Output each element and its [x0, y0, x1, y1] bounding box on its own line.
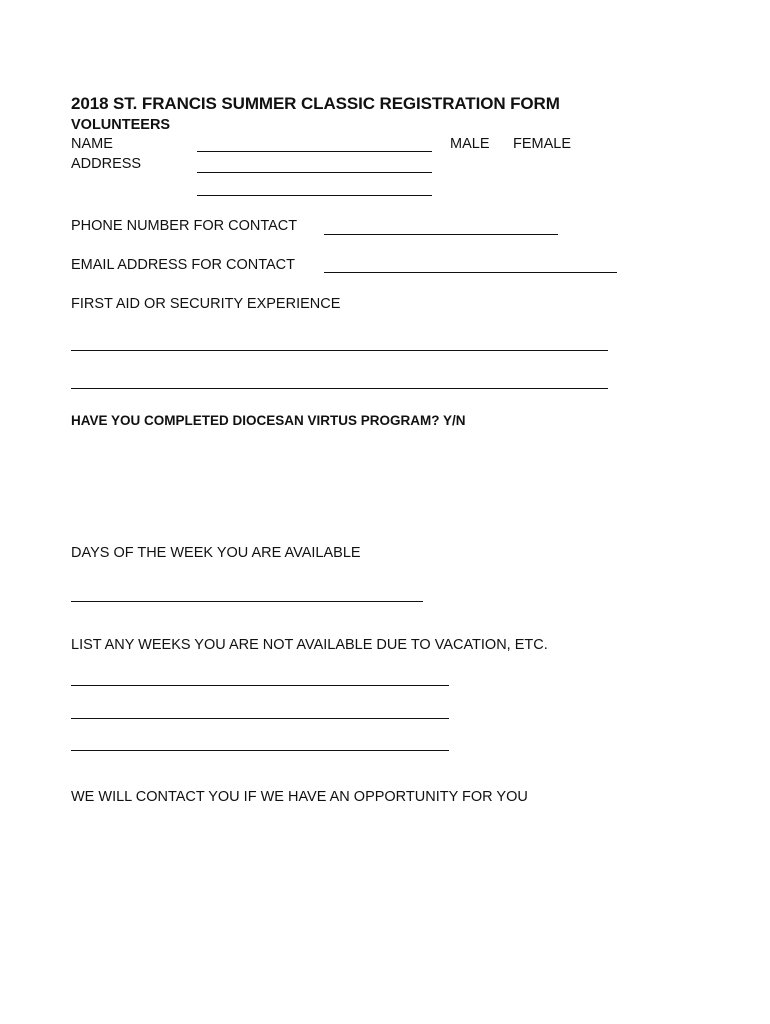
- email-line[interactable]: [324, 272, 617, 273]
- closing-note: WE WILL CONTACT YOU IF WE HAVE AN OPPORTUNITY FOR YOU: [71, 789, 528, 805]
- name-line[interactable]: [197, 151, 432, 152]
- weeks-label: LIST ANY WEEKS YOU ARE NOT AVAILABLE DUE TO VACATION, ETC.: [71, 637, 548, 653]
- email-label: EMAIL ADDRESS FOR CONTACT: [71, 257, 295, 273]
- address-label: ADDRESS: [71, 156, 142, 172]
- weeks-line-3[interactable]: [71, 750, 449, 751]
- virtus-question: HAVE YOU COMPLETED DIOCESAN VIRTUS PROGRAM? Y/N: [71, 413, 466, 428]
- address-line-2[interactable]: [197, 195, 432, 196]
- name-label: NAME: [71, 136, 113, 152]
- experience-line-2[interactable]: [71, 388, 608, 389]
- days-line[interactable]: [71, 601, 423, 602]
- weeks-line-1[interactable]: [71, 685, 449, 686]
- experience-label: FIRST AID OR SECURITY EXPERIENCE: [71, 296, 341, 312]
- form-title: 2018 ST. FRANCIS SUMMER CLASSIC REGISTRATION FORM: [71, 94, 560, 113]
- experience-line-1[interactable]: [71, 350, 608, 351]
- phone-label: PHONE NUMBER FOR CONTACT: [71, 218, 298, 234]
- female-option[interactable]: FEMALE: [513, 136, 572, 152]
- male-option[interactable]: MALE: [450, 136, 490, 152]
- days-label: DAYS OF THE WEEK YOU ARE AVAILABLE: [71, 545, 361, 561]
- section-heading: VOLUNTEERS: [71, 117, 171, 133]
- address-line-1[interactable]: [197, 172, 432, 173]
- phone-line[interactable]: [324, 234, 558, 235]
- weeks-line-2[interactable]: [71, 718, 449, 719]
